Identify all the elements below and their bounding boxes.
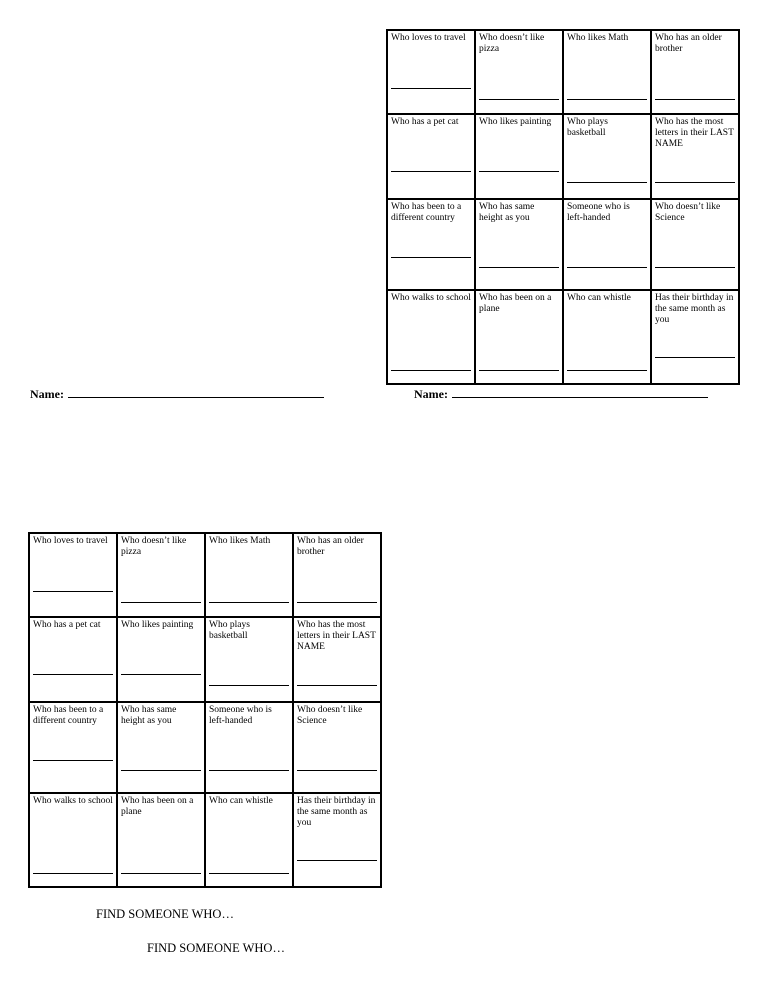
answer-line: [33, 760, 113, 761]
grid-cell[interactable]: [118, 794, 204, 886]
grid-cell[interactable]: [388, 200, 474, 289]
grid-cell[interactable]: [206, 794, 292, 886]
cell-label: Who likes painting: [121, 620, 194, 630]
cell-label: Who has been on a plane: [121, 796, 194, 817]
grid-cell[interactable]: [564, 31, 650, 113]
grid-cell[interactable]: [206, 534, 292, 616]
grid-cell[interactable]: [652, 291, 738, 383]
grid-cell[interactable]: [206, 703, 292, 792]
answer-line: [567, 370, 647, 371]
answer-line: [479, 370, 559, 371]
grid-cell[interactable]: [476, 291, 562, 383]
grid-cell[interactable]: [30, 703, 116, 792]
grid-cell[interactable]: [388, 291, 474, 383]
name-line: [452, 387, 708, 398]
cell-label: Who loves to travel: [391, 33, 466, 43]
cell-label: Who can whistle: [209, 796, 273, 806]
answer-line: [655, 267, 735, 268]
grid-cell[interactable]: [476, 200, 562, 289]
answer-line: [33, 591, 113, 592]
answer-line: [33, 873, 113, 874]
grid-cell[interactable]: [294, 618, 380, 701]
cell-label: Has their birthday in the same month as you: [297, 796, 376, 828]
grid-cell[interactable]: [294, 794, 380, 886]
grid-cell[interactable]: [564, 291, 650, 383]
cell-label: Who likes Math: [567, 33, 629, 43]
answer-line: [567, 267, 647, 268]
cell-label: Someone who is left-handed: [209, 705, 272, 726]
grid-cell[interactable]: [118, 534, 204, 616]
grid-cell[interactable]: [652, 115, 738, 198]
cell-label: Who plays basketball: [567, 117, 608, 138]
cell-label: Who has same height as you: [479, 202, 535, 223]
answer-line: [655, 99, 735, 100]
answer-line: [297, 860, 377, 861]
answer-line: [391, 257, 471, 258]
cell-label: Who likes painting: [479, 117, 552, 127]
name-label: Name:: [414, 387, 448, 401]
answer-line: [121, 873, 201, 874]
answer-line: [121, 602, 201, 603]
name-label: Name:: [30, 387, 64, 401]
cell-label: Who has an older brother: [297, 536, 364, 557]
answer-line: [391, 370, 471, 371]
answer-line: [479, 267, 559, 268]
answer-line: [121, 770, 201, 771]
bingo-grid-top: [386, 29, 740, 385]
grid-cell[interactable]: [388, 31, 474, 113]
grid-cell[interactable]: [388, 115, 474, 198]
answer-line: [209, 602, 289, 603]
answer-line: [297, 685, 377, 686]
caption-find-someone-1: FIND SOMEONE WHO…: [96, 907, 234, 921]
cell-label: Who has a pet cat: [33, 620, 101, 630]
cell-label: Who plays basketball: [209, 620, 250, 641]
answer-line: [33, 674, 113, 675]
bingo-grid-bottom: [28, 532, 382, 888]
cell-label: Who has been to a different country: [391, 202, 462, 223]
cell-label: Who has a pet cat: [391, 117, 459, 127]
answer-line: [209, 685, 289, 686]
grid-cell[interactable]: [30, 794, 116, 886]
cell-label: Who has the most letters in their LAST NAME: [655, 117, 734, 149]
cell-label: Has their birthday in the same month as you: [655, 293, 734, 325]
cell-label: Who has same height as you: [121, 705, 177, 726]
cell-label: Who has an older brother: [655, 33, 722, 54]
cell-label: Who has the most letters in their LAST NAME: [297, 620, 376, 652]
answer-line: [391, 88, 471, 89]
cell-label: Who doesn’t like Science: [297, 705, 363, 726]
name-field-left[interactable]: [30, 387, 324, 402]
grid-cell[interactable]: [30, 618, 116, 701]
grid-cell[interactable]: [564, 115, 650, 198]
cell-label: Who can whistle: [567, 293, 631, 303]
name-field-right[interactable]: [414, 387, 708, 402]
cell-label: Who doesn’t like pizza: [479, 33, 545, 54]
grid-cell[interactable]: [476, 31, 562, 113]
answer-line: [391, 171, 471, 172]
cell-label: Who walks to school: [33, 796, 113, 806]
grid-cell[interactable]: [652, 31, 738, 113]
name-line: [68, 387, 324, 398]
cell-label: Who doesn’t like pizza: [121, 536, 187, 557]
answer-line: [297, 602, 377, 603]
caption-find-someone-2: FIND SOMEONE WHO…: [147, 941, 285, 955]
cell-label: Who doesn’t like Science: [655, 202, 721, 223]
answer-line: [209, 770, 289, 771]
cell-label: Who likes Math: [209, 536, 271, 546]
answer-line: [655, 357, 735, 358]
grid-cell[interactable]: [294, 703, 380, 792]
grid-cell[interactable]: [652, 200, 738, 289]
cell-label: Who walks to school: [391, 293, 471, 303]
cell-label: Who has been to a different country: [33, 705, 104, 726]
cell-label: Someone who is left-handed: [567, 202, 630, 223]
grid-cell[interactable]: [564, 200, 650, 289]
answer-line: [121, 674, 201, 675]
grid-cell[interactable]: [118, 618, 204, 701]
answer-line: [567, 99, 647, 100]
cell-label: Who loves to travel: [33, 536, 108, 546]
answer-line: [655, 182, 735, 183]
answer-line: [209, 873, 289, 874]
grid-cell[interactable]: [30, 534, 116, 616]
cell-label: Who has been on a plane: [479, 293, 552, 314]
answer-line: [297, 770, 377, 771]
grid-cell[interactable]: [476, 115, 562, 198]
grid-cell[interactable]: [206, 618, 292, 701]
answer-line: [479, 171, 559, 172]
grid-cell[interactable]: [294, 534, 380, 616]
answer-line: [479, 99, 559, 100]
answer-line: [567, 182, 647, 183]
grid-cell[interactable]: [118, 703, 204, 792]
